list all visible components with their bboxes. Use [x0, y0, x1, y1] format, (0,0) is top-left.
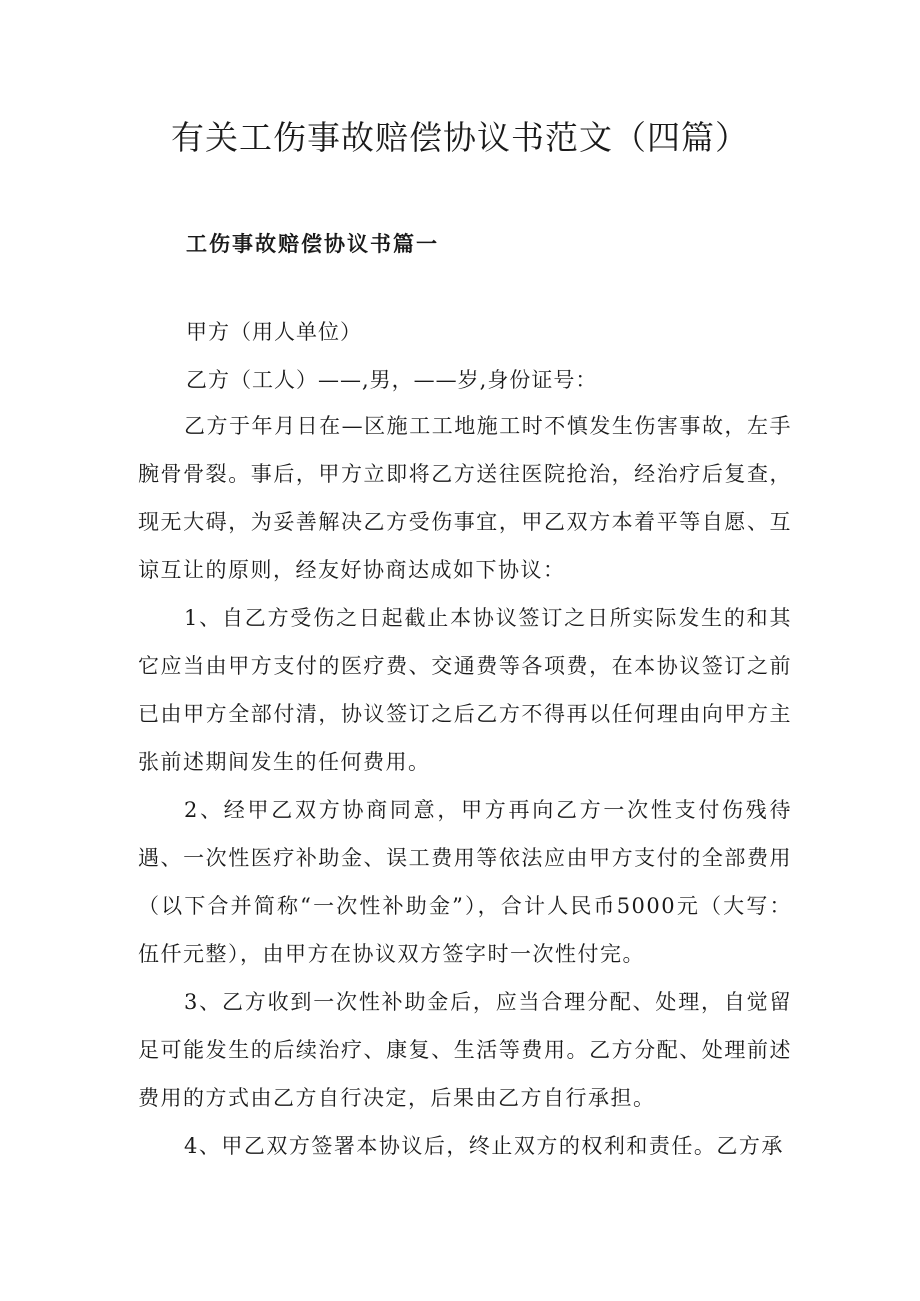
party-a-line: 甲方（用人单位） [186, 320, 362, 344]
document-title: 有关工伤事故赔偿协议书范文（四篇） [171, 118, 749, 157]
section-heading: 工伤事故赔偿协议书篇一 [186, 232, 439, 256]
paragraph-clause-4: 4、甲乙双方签署本协议后，终止双方的权利和责任。乙方承 [184, 1134, 784, 1158]
paragraph-clause-3: 3、乙方收到一次性补助金后，应当合理分配、处理，自觉留足可能发生的后续治疗、康复、生活等费用。乙方分配、处理前述费用的方式由乙方自行决定，后果由乙方自行承担。 [138, 990, 792, 1110]
paragraph-clause-1: 1、自乙方受伤之日起截止本协议签订之日所实际发生的和其它应当由甲方支付的医疗费、交通费等各项费，在本协议签订之前已由甲方全部付清，协议签订之后乙方不得再以任何理由向甲方主张前述期间发生的任何费用。 [138, 606, 792, 774]
paragraph-intro: 乙方于年月日在—区施工工地施工时不慎发生伤害事故，左手腕骨骨裂。事后，甲方立即将乙方送往医院抢治，经治疗后复查，现无大碍，为妥善解决乙方受伤事宜，甲乙双方本着平等自愿、互谅互让的原则，经友好协商达成如下协议： [138, 414, 792, 582]
party-b-line: 乙方（工人）——,男，——岁,身份证号： [186, 368, 598, 392]
paragraph-clause-2: 2、经甲乙双方协商同意，甲方再向乙方一次性支付伤残待遇、一次性医疗补助金、误工费用等依法应由甲方支付的全部费用（以下合并简称“一次性补助金”），合计人民币5000元（大写：伍仟元整），由甲方在协议双方签字时一次性付完。 [138, 798, 792, 966]
